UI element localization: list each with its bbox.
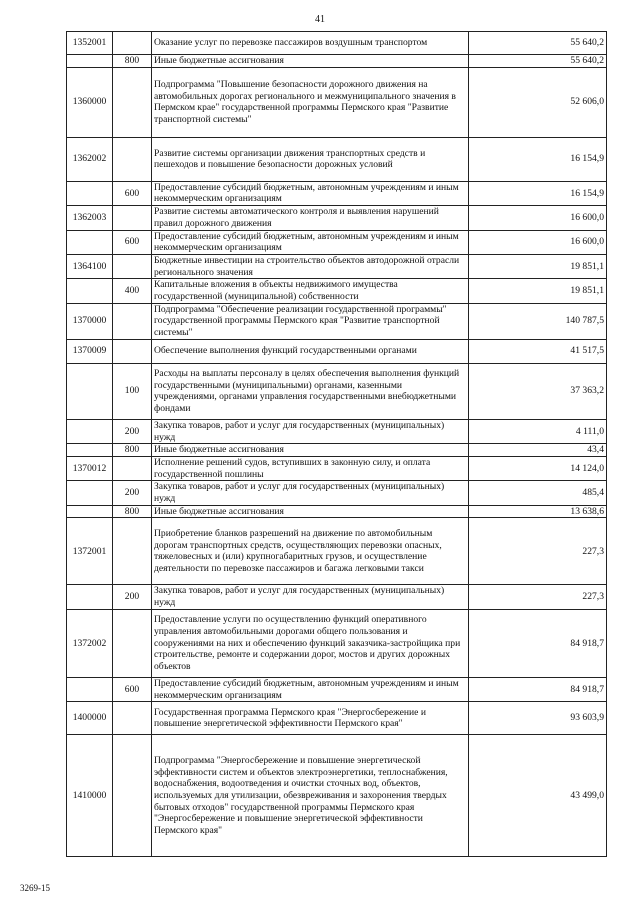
item-name-cell: Развитие системы организации движения транспортных средств и пешеходов и повышение безопасности дорожных условий — [152, 137, 469, 181]
table-row — [67, 181, 607, 205]
amount-cell: 227,3 — [469, 585, 607, 609]
budget-table — [66, 31, 607, 857]
item-name-cell: Закупка товаров, работ и услуг для государственных (муниципальных) нужд — [152, 481, 469, 505]
code-cell: 1362002 — [67, 137, 113, 181]
expense-type-cell — [113, 137, 152, 181]
item-name-cell: Иные бюджетные ассигнования — [152, 505, 469, 518]
code-cell — [67, 505, 113, 518]
amount-cell: 16 600,0 — [469, 230, 607, 254]
table-row — [67, 279, 607, 303]
item-name-cell: Закупка товаров, работ и услуг для государственных (муниципальных) нужд — [152, 419, 469, 443]
item-name-cell: Предоставление субсидий бюджетным, автономным учреждениям и иным некоммерческим организациям — [152, 677, 469, 701]
expense-type-cell: 600 — [113, 677, 152, 701]
amount-cell: 43,4 — [469, 444, 607, 457]
code-cell: 1362003 — [67, 206, 113, 230]
expense-type-cell: 200 — [113, 419, 152, 443]
expense-type-cell — [113, 702, 152, 735]
code-cell — [67, 585, 113, 609]
item-name-cell: Государственная программа Пермского края "Энергосбережение и повышение энергетической эффективности Пермского края" — [152, 702, 469, 735]
expense-type-cell: 100 — [113, 363, 152, 419]
code-cell: 1400000 — [67, 702, 113, 735]
amount-cell: 55 640,2 — [469, 55, 607, 68]
table-row — [67, 609, 607, 677]
code-cell: 1372002 — [67, 609, 113, 677]
code-cell — [67, 279, 113, 303]
expense-type-cell — [113, 609, 152, 677]
code-cell — [67, 677, 113, 701]
amount-cell: 14 124,0 — [469, 456, 607, 480]
table-row — [67, 67, 607, 137]
amount-cell: 4 111,0 — [469, 419, 607, 443]
table-row — [67, 585, 607, 609]
amount-cell: 227,3 — [469, 518, 607, 585]
table-row — [67, 303, 607, 339]
amount-cell: 55 640,2 — [469, 32, 607, 55]
item-name-cell: Капитальные вложения в объекты недвижимого имущества государственной (муниципальной) собственности — [152, 279, 469, 303]
table-row — [67, 137, 607, 181]
amount-cell: 485,4 — [469, 481, 607, 505]
amount-cell: 84 918,7 — [469, 677, 607, 701]
expense-type-cell: 800 — [113, 55, 152, 68]
expense-type-cell — [113, 518, 152, 585]
item-name-cell: Исполнение решений судов, вступивших в законную силу, и оплата государственной пошлины — [152, 456, 469, 480]
table-row — [67, 456, 607, 480]
table-row — [67, 505, 607, 518]
table-row — [67, 702, 607, 735]
code-cell — [67, 444, 113, 457]
item-name-cell: Обеспечение выполнения функций государственными органами — [152, 339, 469, 363]
amount-cell: 37 363,2 — [469, 363, 607, 419]
code-cell — [67, 481, 113, 505]
document-code: 3269-15 — [20, 883, 50, 893]
expense-type-cell: 800 — [113, 505, 152, 518]
table-row — [67, 677, 607, 701]
expense-type-cell — [113, 206, 152, 230]
expense-type-cell — [113, 735, 152, 857]
code-cell: 1370009 — [67, 339, 113, 363]
item-name-cell: Приобретение бланков разрешений на движение по автомобильным дорогам транспортных средств, осуществляющих перевозки опасных, тяжеловесных и (или) крупногабаритных грузов, и осуществление деятельности по перевозке пассажиров и багажа легковыми такси — [152, 518, 469, 585]
table-row — [67, 518, 607, 585]
expense-type-cell: 600 — [113, 230, 152, 254]
item-name-cell: Предоставление субсидий бюджетным, автономным учреждениям и иным некоммерческим организациям — [152, 181, 469, 205]
code-cell — [67, 230, 113, 254]
table-row — [67, 363, 607, 419]
code-cell: 1410000 — [67, 735, 113, 857]
item-name-cell: Оказание услуг по перевозке пассажиров воздушным транспортом — [152, 32, 469, 55]
amount-cell: 16 154,9 — [469, 181, 607, 205]
expense-type-cell — [113, 303, 152, 339]
code-cell: 1370000 — [67, 303, 113, 339]
item-name-cell: Предоставление субсидий бюджетным, автономным учреждениям и иным некоммерческим организациям — [152, 230, 469, 254]
expense-type-cell: 200 — [113, 481, 152, 505]
item-name-cell: Иные бюджетные ассигнования — [152, 55, 469, 68]
item-name-cell: Подпрограмма "Энергосбережение и повышение энергетической эффективности систем и объектов электроэнергетики, теплоснабжения, водоснабжения, водоотведения и очистки сточных вод, объектов, используемых для утилизации, обезвреживания и захоронения твердых бытовых отходов" государственной программы Пермского края "Энергосбережение и повышение энергетической эффективности Пермского края" — [152, 735, 469, 857]
item-name-cell: Иные бюджетные ассигнования — [152, 444, 469, 457]
code-cell: 1372001 — [67, 518, 113, 585]
expense-type-cell: 800 — [113, 444, 152, 457]
table-row — [67, 230, 607, 254]
code-cell: 1364100 — [67, 254, 113, 278]
table-row — [67, 481, 607, 505]
item-name-cell: Предоставление услуги по осуществлению функций оперативного управления автомобильными дорогами общего пользования и сооружениями на них и обеспечению функций заказчика-застройщика при строительстве, ремонте и содержании дорог, мостов и других дорожных объектов — [152, 609, 469, 677]
amount-cell: 19 851,1 — [469, 254, 607, 278]
amount-cell: 16 600,0 — [469, 206, 607, 230]
code-cell: 1352001 — [67, 32, 113, 55]
expense-type-cell — [113, 456, 152, 480]
item-name-cell: Развитие системы автоматического контроля и выявления нарушений правил дорожного движения — [152, 206, 469, 230]
amount-cell: 52 606,0 — [469, 67, 607, 137]
table-row — [67, 444, 607, 457]
table-row — [67, 339, 607, 363]
table-row — [67, 254, 607, 278]
item-name-cell: Бюджетные инвестиции на строительство объектов автодорожной отрасли регионального значения — [152, 254, 469, 278]
expense-type-cell — [113, 67, 152, 137]
page-number: 41 — [315, 14, 325, 25]
code-cell: 1370012 — [67, 456, 113, 480]
expense-type-cell — [113, 32, 152, 55]
table-row — [67, 55, 607, 68]
item-name-cell: Подпрограмма "Повышение безопасности дорожного движения на автомобильных дорогах регионального и межмуниципального значения в Пермском крае" государственной программы Пермского края "Развитие транспортной системы" — [152, 67, 469, 137]
code-cell — [67, 181, 113, 205]
expense-type-cell — [113, 339, 152, 363]
table-row — [67, 735, 607, 857]
expense-type-cell: 200 — [113, 585, 152, 609]
amount-cell: 43 499,0 — [469, 735, 607, 857]
expense-type-cell: 600 — [113, 181, 152, 205]
item-name-cell: Расходы на выплаты персоналу в целях обеспечения выполнения функций государственными (муниципальными) органами, казенными учреждениями, органами управления государственными внебюджетными фондами — [152, 363, 469, 419]
budget-table-body — [67, 32, 607, 857]
amount-cell: 93 603,9 — [469, 702, 607, 735]
code-cell — [67, 363, 113, 419]
code-cell: 1360000 — [67, 67, 113, 137]
amount-cell: 16 154,9 — [469, 137, 607, 181]
expense-type-cell — [113, 254, 152, 278]
item-name-cell: Закупка товаров, работ и услуг для государственных (муниципальных) нужд — [152, 585, 469, 609]
amount-cell: 84 918,7 — [469, 609, 607, 677]
amount-cell: 19 851,1 — [469, 279, 607, 303]
amount-cell: 41 517,5 — [469, 339, 607, 363]
amount-cell: 13 638,6 — [469, 505, 607, 518]
amount-cell: 140 787,5 — [469, 303, 607, 339]
code-cell — [67, 419, 113, 443]
table-row — [67, 32, 607, 55]
table-row — [67, 206, 607, 230]
table-row — [67, 419, 607, 443]
item-name-cell: Подпрограмма "Обеспечение реализации государственной программы" государственной программы Пермского края "Развитие транспортной системы" — [152, 303, 469, 339]
code-cell — [67, 55, 113, 68]
expense-type-cell: 400 — [113, 279, 152, 303]
